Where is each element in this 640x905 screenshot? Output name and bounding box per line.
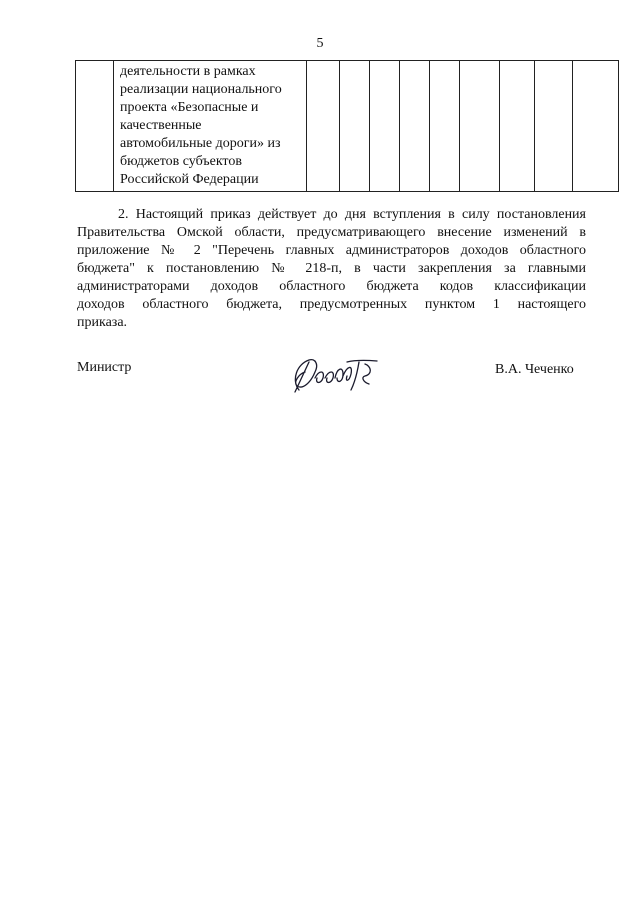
description-line: Российской Федерации xyxy=(120,172,259,187)
table-continuation xyxy=(75,60,619,192)
signatory-title: Министр xyxy=(77,360,132,375)
description-line: деятельности в рамках xyxy=(120,64,256,79)
description-line: автомобильные дороги» из xyxy=(120,136,281,151)
paragraph-line: доходов областного бюджета, предусмотренных пунктом 1 настоящего xyxy=(77,297,586,312)
description-line: бюджетов субъектов xyxy=(120,154,242,169)
table-cell-empty xyxy=(340,61,370,192)
table-cell-empty xyxy=(573,61,619,192)
table-cell-empty xyxy=(430,61,460,192)
paragraph-line: приложение № 2 "Перечень главных администраторов доходов областного xyxy=(77,243,586,258)
description-line: проекта «Безопасные и xyxy=(120,100,259,115)
table-cell-empty xyxy=(400,61,430,192)
table-cell-empty xyxy=(500,61,535,192)
table-cell-empty xyxy=(370,61,400,192)
paragraph-line: приказа. xyxy=(77,315,128,330)
table-cell-number xyxy=(76,61,114,192)
handwritten-signature xyxy=(285,350,385,400)
table-row xyxy=(76,61,619,192)
order-paragraph-2 xyxy=(77,206,586,332)
signatory-name: В.А. Чеченко xyxy=(495,362,574,377)
paragraph-line: 2. Настоящий приказ действует до дня вступления в силу постановления xyxy=(118,207,586,222)
description-line: реализации национального xyxy=(120,82,282,97)
paragraph-line: администраторами доходов областного бюджета кодов классификации xyxy=(77,279,586,294)
table-cell-empty xyxy=(307,61,340,192)
table-cell-empty xyxy=(460,61,500,192)
paragraph-line: Правительства Омской области, предусматривающего внесение изменений в xyxy=(77,225,586,240)
description-line: качественные xyxy=(120,118,202,133)
page-number: 5 xyxy=(316,36,324,51)
paragraph-line: бюджета" к постановлению № 218-п, в части закрепления за главными xyxy=(77,261,586,276)
table-cell-description xyxy=(114,61,307,192)
table-cell-empty xyxy=(535,61,573,192)
